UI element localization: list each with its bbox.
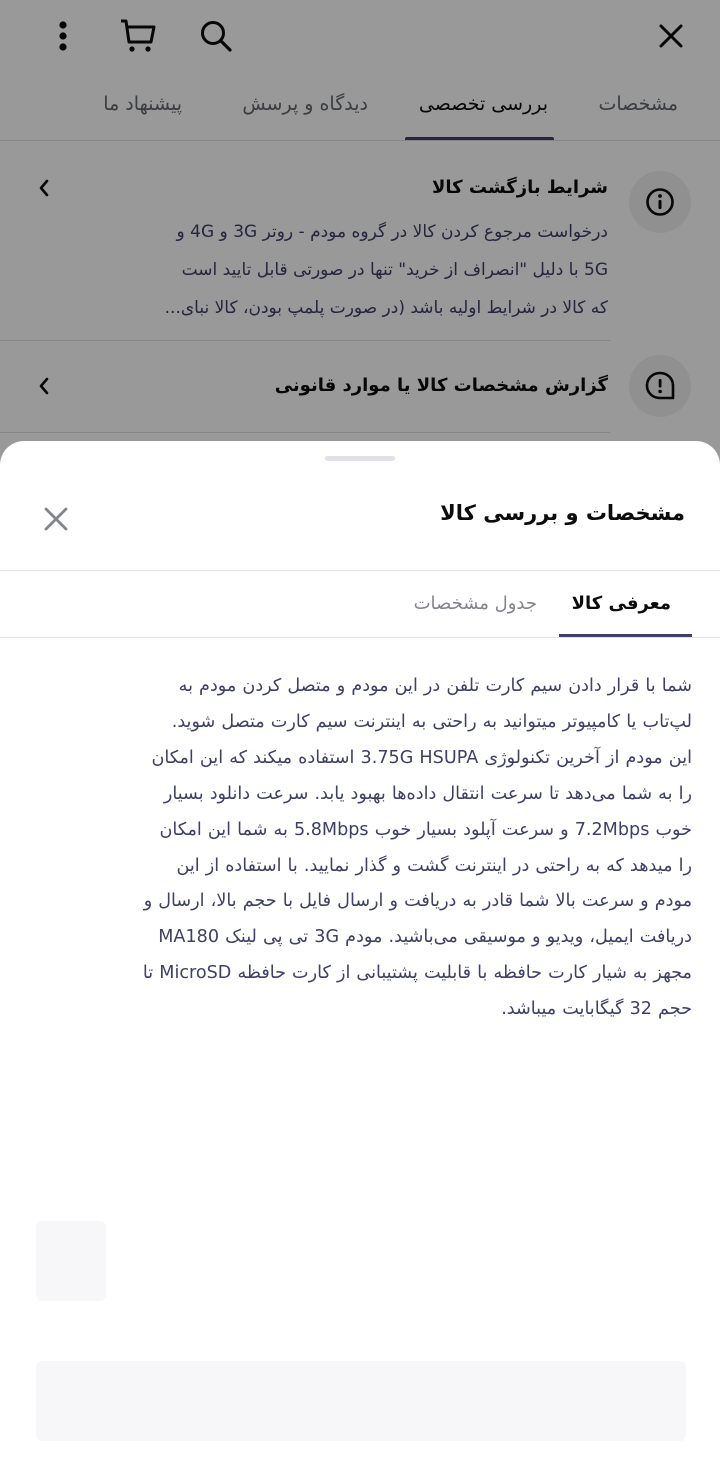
return-policy-line: درخواست مرجوع کردن کالا در گروه مودم - روتر 3G و 4G و	[176, 222, 608, 242]
tab-expert-review[interactable]: بررسی تخصصی	[418, 93, 548, 115]
content-line: مجهز به شیار کارت حافظه با قابلیت پشتیبانی از کارت حافظه MicroSD تا	[142, 963, 692, 984]
content-line: را به شما می‌دهد تا سرعت انتقال داده‌ها بهبود یابد. سرعت دانلود بسیار	[163, 783, 692, 804]
divider	[0, 637, 720, 638]
tab-spec-table[interactable]: جدول مشخصات	[413, 593, 537, 614]
product-intro-text	[30, 669, 692, 1028]
content-line: حجم 32 گیگابایت میباشد.	[501, 999, 692, 1020]
sheet-title: مشخصات و بررسی کالا	[440, 501, 685, 525]
content-line: دریافت ایمیل، ویدیو و موسیقی می‌باشید. مودم 3G تی پی لینک MA180	[158, 927, 692, 948]
placeholder-block	[36, 1361, 686, 1441]
return-policy-line: 5G با دلیل "انصراف از خرید" تنها در صورتی قابل تایید است	[181, 260, 608, 280]
placeholder-image	[36, 1221, 106, 1301]
return-policy-title: شرایط بازگشت کالا	[432, 177, 608, 198]
tab-product-intro[interactable]: معرفی کالا	[571, 593, 671, 614]
content-line: مودم و سرعت بالا شما قادر به دریافت و ارسال فایل با حجم بالا، ارسال و	[143, 891, 692, 912]
content-line: این مودم از آخرین تکنولوژی 3.75G HSUPA استفاده میکند که این امکان	[151, 747, 692, 768]
close-icon[interactable]	[36, 499, 76, 539]
content-line: شما با قرار دادن سیم کارت تلفن در این مودم و متصل کردن مودم به	[178, 676, 692, 696]
drag-handle[interactable]	[325, 456, 395, 461]
content-line: را میدهد که به راحتی در اینترنت گشت و گذار نمایید. با استفاده از این	[176, 855, 692, 876]
report-title: گزارش مشخصات کالا یا موارد قانونی	[274, 375, 608, 396]
return-policy-line: که کالا در شرایط اولیه باشد (در صورت پلمپ بودن، کالا نبای...	[164, 298, 608, 318]
tab-our-suggestion[interactable]: پیشنهاد ما	[103, 93, 182, 115]
bottom-sheet	[0, 441, 720, 1471]
tab-comments-questions[interactable]: دیدگاه و پرسش	[242, 93, 368, 115]
tab-specifications[interactable]: مشخصات	[598, 93, 678, 115]
content-line: خوب 7.2Mbps و سرعت آپلود بسیار خوب 5.8Mbps به شما این امکان	[159, 819, 692, 840]
content-line: لپ‌تاب یا کامپیوتر میتوانید به راحتی به اینترنت سیم کارت متصل شوید.	[171, 711, 692, 732]
